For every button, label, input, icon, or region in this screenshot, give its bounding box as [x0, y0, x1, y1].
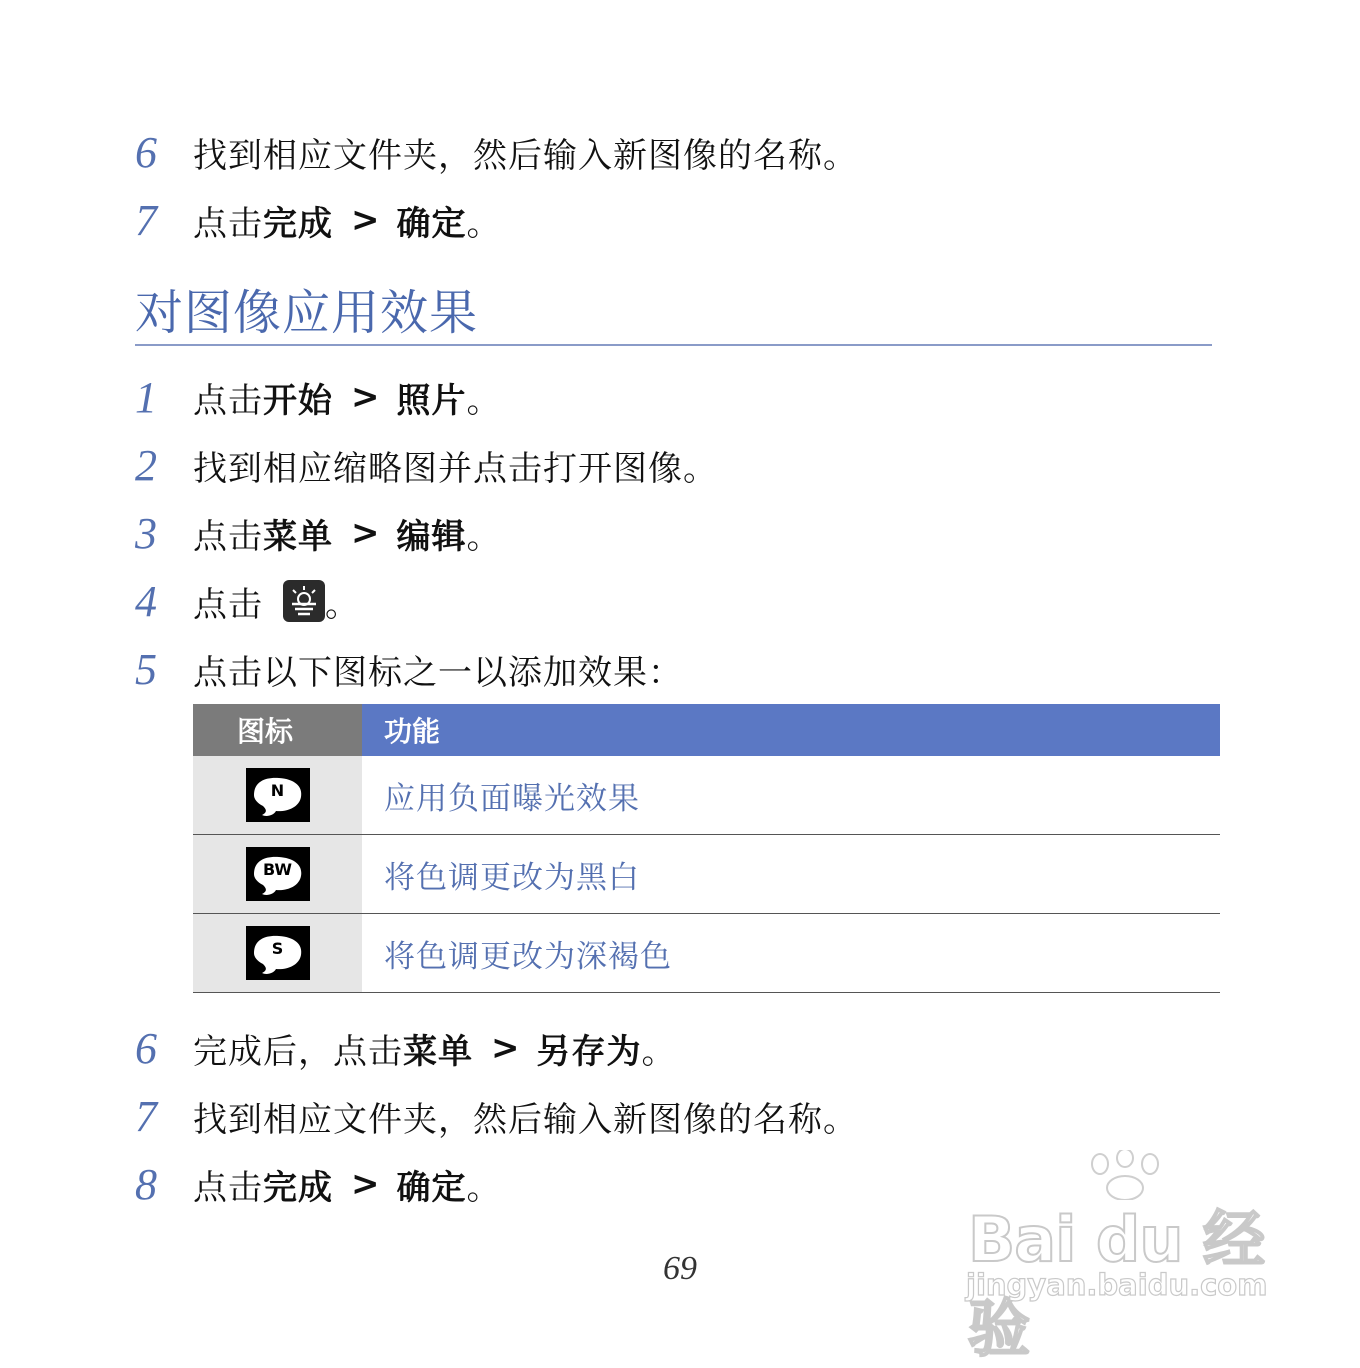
step-number: 7: [135, 1091, 157, 1141]
table-cell-description: 应用负面曝光效果: [362, 756, 1220, 835]
step-prefix: 点击: [193, 203, 263, 244]
step-prefix: 点击: [193, 380, 263, 421]
menu-item-confirm: 确定: [396, 203, 467, 244]
effects-icon: [283, 580, 325, 622]
column-header-icon: 图标: [193, 704, 362, 756]
step-end: 。: [466, 203, 502, 244]
step-row: [135, 195, 502, 245]
menu-item-done: 完成: [263, 203, 333, 244]
sepia-effect-icon: S: [246, 926, 310, 980]
menu-item-menu: 菜单: [263, 516, 333, 557]
step-end: 。: [641, 1031, 677, 1072]
step-text: [193, 509, 502, 558]
table-cell-icon: [193, 835, 362, 914]
step-prefix: 点击: [193, 516, 263, 557]
step-row: [135, 372, 502, 422]
step-number: 8: [135, 1159, 157, 1209]
step-row: [135, 127, 858, 177]
negative-effect-icon: N: [246, 768, 310, 822]
menu-item-save-as: 另存为: [536, 1031, 642, 1072]
separator-arrow: >: [351, 377, 381, 417]
step-number: 6: [135, 127, 157, 177]
watermark-url: jingyan.baidu.com: [966, 1268, 1268, 1302]
table-row: [193, 914, 1220, 993]
separator-arrow: >: [351, 513, 381, 553]
effects-table: [193, 704, 1220, 993]
step-number: 3: [135, 508, 157, 558]
step-prefix: 完成后，点击: [193, 1031, 403, 1072]
black-white-effect-icon: BW: [246, 847, 310, 901]
step-text: 找到相应文件夹，然后输入新图像的名称。: [193, 1099, 858, 1140]
step-text: [193, 1160, 502, 1209]
step-end: 。: [466, 1167, 502, 1208]
separator-arrow: >: [491, 1028, 521, 1068]
menu-item-confirm: 确定: [396, 1167, 467, 1208]
table-row: [193, 756, 1220, 835]
menu-item-photos: 照片: [396, 380, 467, 421]
step-text: [193, 373, 502, 422]
step-text: 点击以下图标之一以添加效果：: [193, 652, 683, 693]
step-text: [193, 577, 360, 626]
step-number: 7: [135, 195, 157, 245]
step-prefix: 点击: [193, 1167, 263, 1208]
step-text: 找到相应文件夹，然后输入新图像的名称。: [193, 135, 858, 176]
step-row: [135, 440, 718, 490]
step-row: [135, 1091, 858, 1141]
step-end: 。: [466, 380, 502, 421]
table-cell-description: 将色调更改为深褐色: [362, 914, 1220, 993]
table-cell-icon: [193, 756, 362, 835]
menu-item-done: 完成: [263, 1167, 333, 1208]
table-cell-description: 将色调更改为黑白: [362, 835, 1220, 914]
step-row: [135, 508, 502, 558]
separator-arrow: >: [351, 200, 381, 240]
step-number: 6: [135, 1023, 157, 1073]
step-number: 1: [135, 372, 157, 422]
step-text: [193, 1024, 677, 1073]
step-row: [135, 1023, 677, 1073]
step-row: [135, 1159, 502, 1209]
menu-item-start: 开始: [263, 380, 333, 421]
table-cell-icon: [193, 914, 362, 993]
baidu-watermark: [960, 1150, 1280, 1365]
step-text: 找到相应缩略图并点击打开图像。: [193, 448, 718, 489]
page-number: 69: [663, 1250, 697, 1287]
step-row: [135, 644, 683, 694]
separator-arrow: >: [351, 1164, 381, 1204]
step-end: 。: [466, 516, 502, 557]
table-header-row: [193, 704, 1220, 756]
step-text: [193, 196, 502, 245]
step-number: 2: [135, 440, 157, 490]
step-prefix: 点击: [193, 584, 263, 625]
watermark-logo: Bai du 经验: [968, 1203, 1265, 1365]
menu-item-edit: 编辑: [396, 516, 467, 557]
step-number: 5: [135, 644, 157, 694]
menu-item-menu: 菜单: [403, 1031, 473, 1072]
step-number: 4: [135, 576, 157, 626]
table-row: [193, 835, 1220, 914]
step-row: [135, 576, 360, 626]
step-end: 。: [325, 584, 360, 625]
column-header-function: 功能: [362, 704, 1220, 756]
section-title: 对图像应用效果: [135, 282, 1212, 346]
